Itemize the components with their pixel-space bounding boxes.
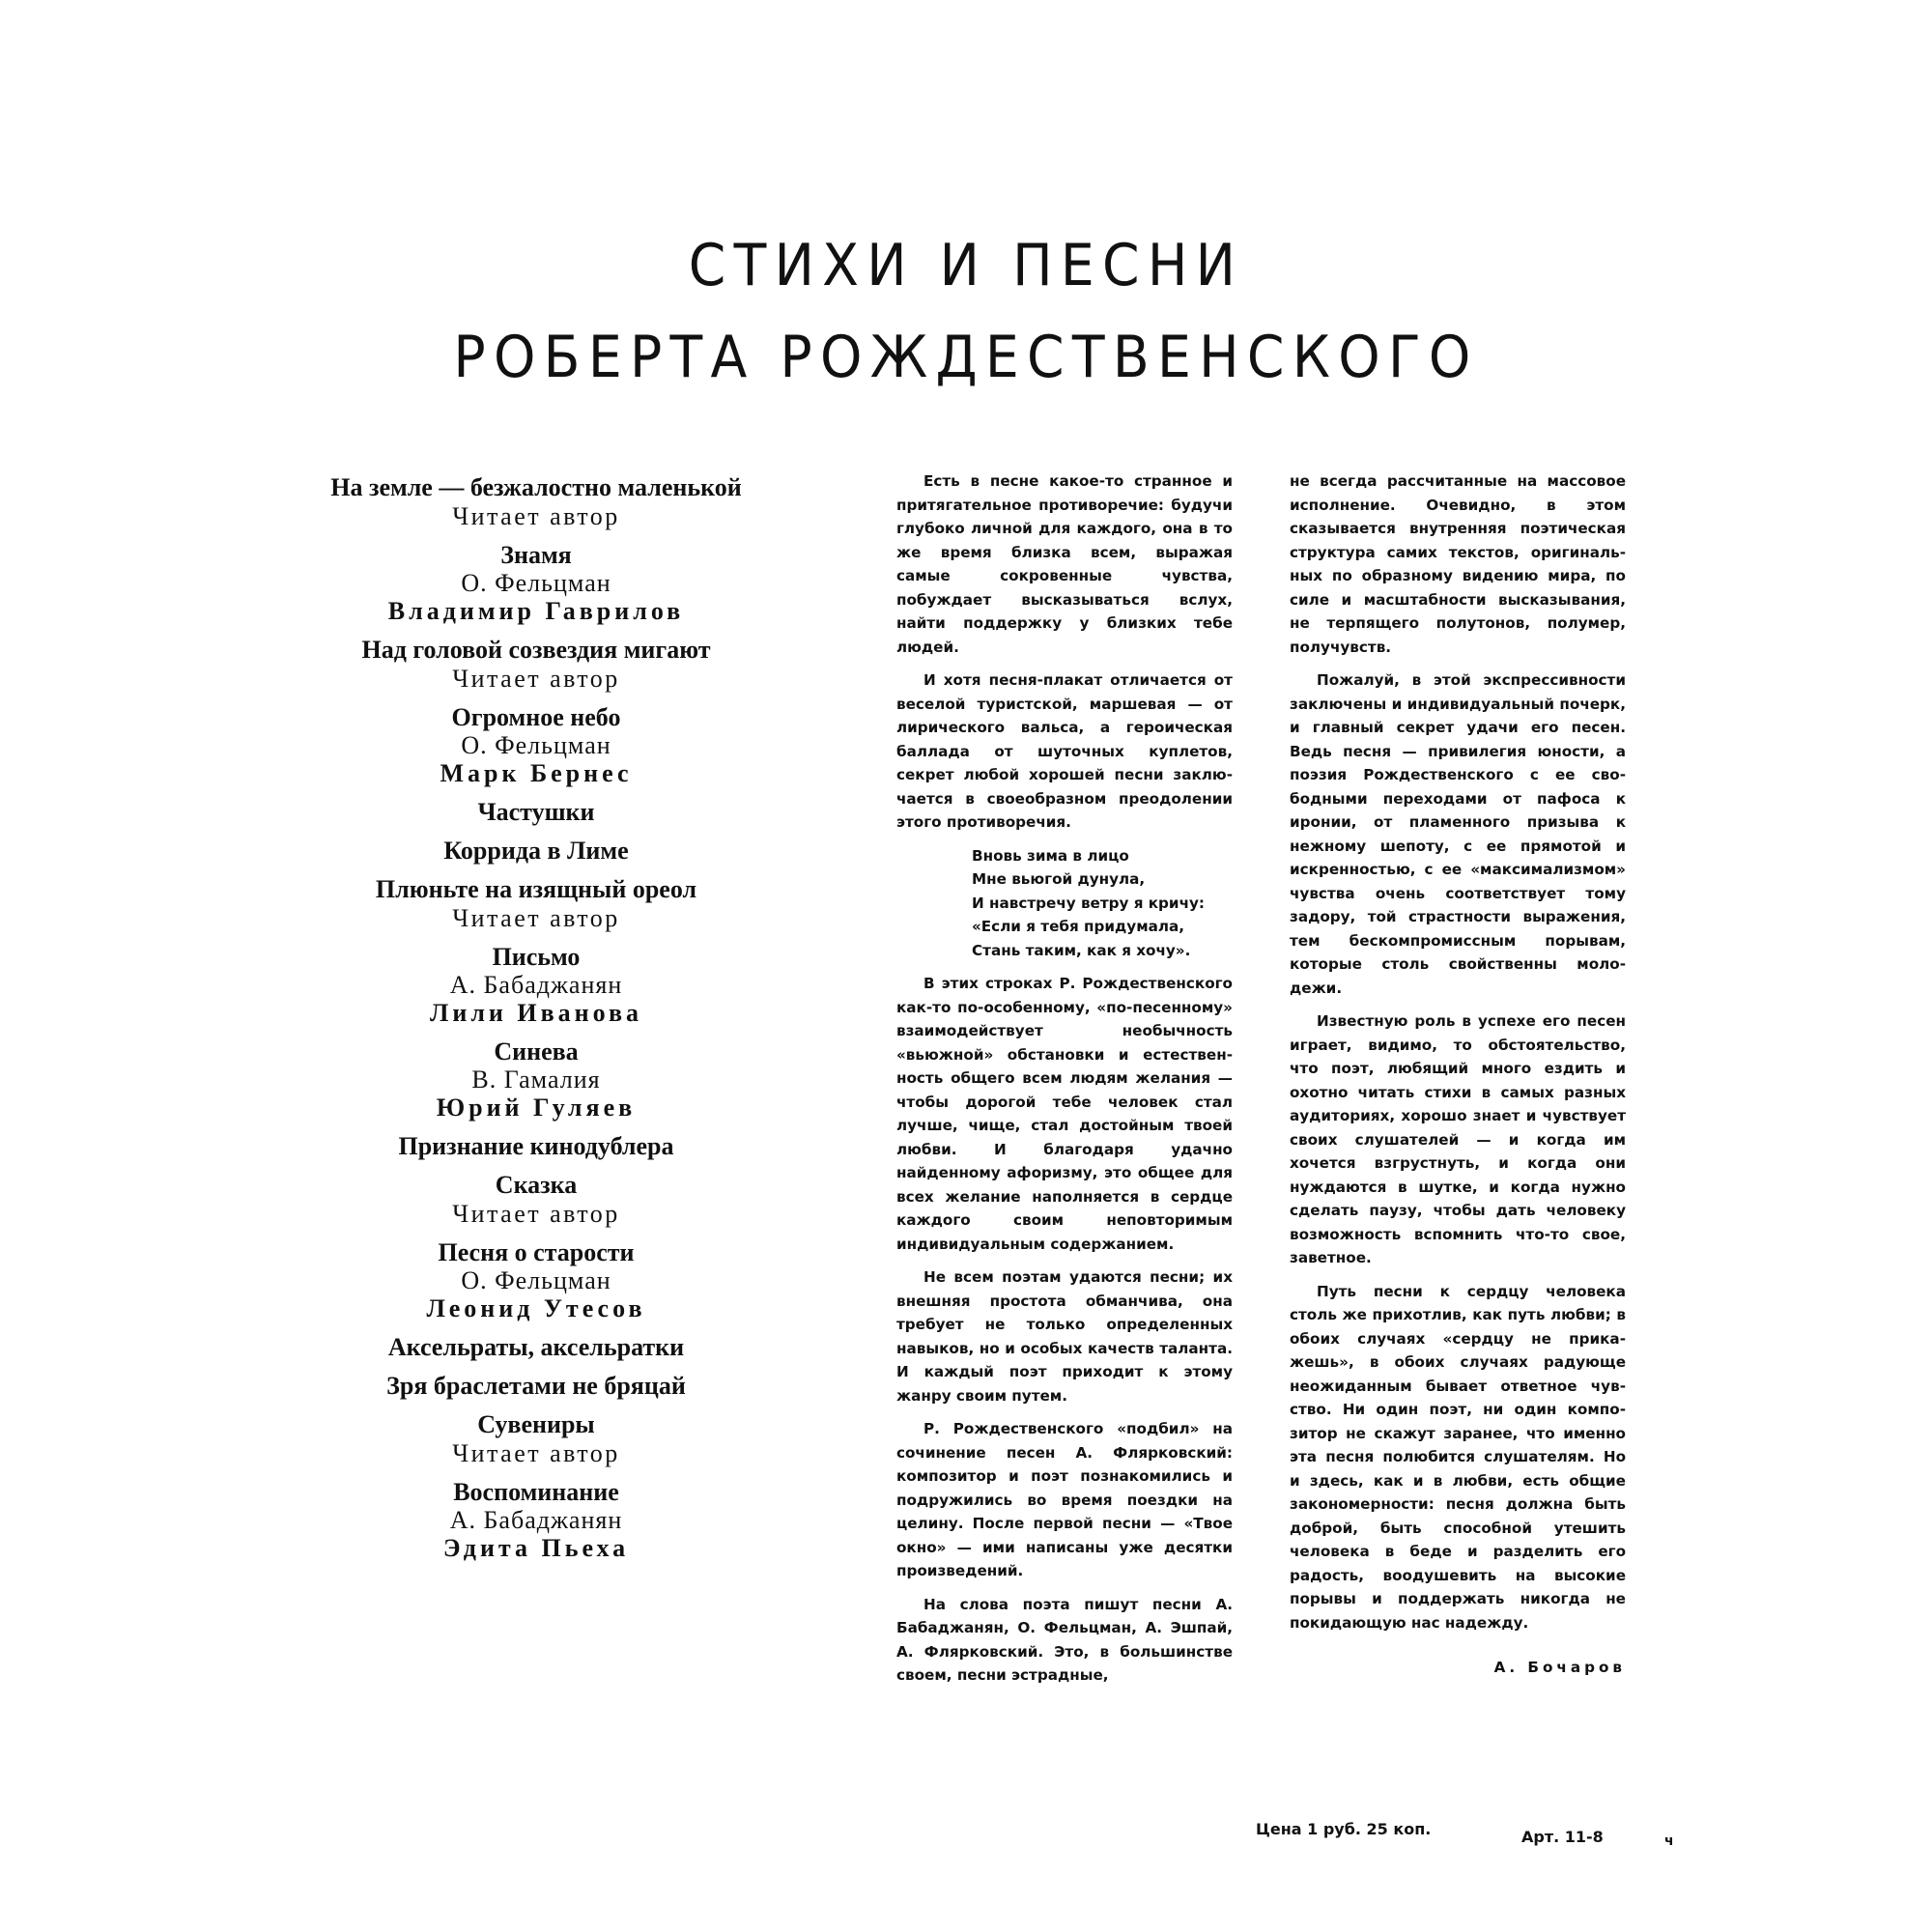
track-reader: Читает автор <box>452 1200 620 1228</box>
track-item <box>290 1478 782 1563</box>
article-paragraph-continued: не всегда рассчитанные на массовое исполнение. Очевидно, в этом сказывается внутренняя поэтическая структура самих текстов, оригинальных по образному видению мира, по силе и масштабности высказывания, не терпящего полутонов, полумер, получувств. <box>1290 472 1626 656</box>
verse-line: Мне вьюгой дунула, <box>972 870 1146 888</box>
track-performer: Марк Бернес <box>440 759 633 787</box>
track-item <box>290 798 782 827</box>
track-performer: Юрий Гуляев <box>436 1094 637 1122</box>
track-item <box>290 703 782 788</box>
track-item <box>290 1037 782 1122</box>
page-title-line-1: СТИХИ И ПЕСНИ <box>688 232 1244 299</box>
track-title: На земле — безжалостно маленькой <box>330 473 742 501</box>
track-title: Знамя <box>500 541 572 569</box>
track-reader: Читает автор <box>452 665 620 693</box>
track-composer: О. Фельцман <box>461 1266 611 1294</box>
tracklist <box>290 473 782 1573</box>
track-title: Сувениры <box>477 1410 595 1438</box>
track-item <box>290 837 782 866</box>
track-performer: Владимир Гаврилов <box>387 597 685 625</box>
verse-quote <box>972 844 1233 963</box>
track-item <box>290 875 782 933</box>
track-performer: Лили Иванова <box>429 999 643 1027</box>
track-reader: Читает автор <box>452 904 620 932</box>
track-item <box>290 1372 782 1401</box>
track-composer: О. Фельцман <box>461 731 611 759</box>
verse-line: И навстречу ветру я кричу: <box>972 894 1205 912</box>
article-paragraph: Известную роль в успехе его песен играет, видимо, то обстоятельство, что поэт, любящий много ездить и охотно читать стихи в самых разных аудиториях, хорошо знает и чувствует своих слушателей — и когда им хочется взгрустнуть, и когда они нуждаются в шутке, и когда нужно сделать паузу, чтобы дать человеку возможность вспомнить что-то свое, заветное. <box>1290 1012 1626 1266</box>
track-item <box>290 1171 782 1229</box>
track-title: Коррида в Лиме <box>443 837 629 865</box>
track-title: Плюньте на изящный ореол <box>375 875 697 903</box>
track-title: Зря браслетами не бряцай <box>386 1372 686 1400</box>
track-title: Частушки <box>477 798 595 826</box>
article-number: Арт. 11-8 <box>1521 1828 1604 1846</box>
track-title: Песня о старости <box>438 1238 635 1266</box>
track-item <box>290 636 782 694</box>
track-item <box>290 1132 782 1161</box>
verse-line: Стань таким, как я хочу». <box>972 941 1191 959</box>
verse-line: «Если я тебя придумала, <box>972 918 1185 935</box>
track-item <box>290 1333 782 1362</box>
track-title: Синева <box>494 1037 579 1065</box>
track-title: Письмо <box>492 943 581 971</box>
price-label: Цена 1 руб. 25 коп. <box>1256 1820 1432 1838</box>
author-signature: А. Бочаров <box>1493 1659 1626 1676</box>
article-paragraph: Не всем поэтам удаются песни; их внешняя простота обманчива, она требует не только определенных навыков, но и особых качеств таланта. И каждый поэт приходит к этому жанру своим путем. <box>896 1268 1233 1405</box>
track-title: Над головой созвездия мигают <box>361 636 711 664</box>
track-composer: В. Гамалия <box>471 1065 601 1094</box>
verse-line: Вновь зима в лицо <box>972 846 1129 865</box>
article-paragraph: Есть в песне какое-то странное и притягательное противоречие: будучи глубоко личной для каждого, она в то же время близка всем, выражая самые сокровенные чувства, побуждает высказываться вслух, найти поддержку у близких тебе людей. <box>896 472 1233 656</box>
track-composer: О. Фельцман <box>461 569 611 597</box>
track-reader: Читает автор <box>452 1439 620 1467</box>
article-paragraph: И хотя песня-плакат отличается от веселой туристской, маршевая — от лирического вальса, а героическая баллада от шуточных куплетов, секрет любой хорошей песни заключается в своеобразном преодолении этого противоречия. <box>896 671 1233 831</box>
track-title: Аксельраты, аксельратки <box>387 1333 685 1361</box>
article-paragraph: В этих строках Р. Рождественского как-то по-особенному, «по-песенному» взаимодействует необычность «вьюжной» обстановки и естественность общего всем людям желания — чтобы дорогой тебе человек стал лучше, чище, стал достойным твоей любви. И благодаря удачно найденному афоризму, это общее для всех желание наполняется в сердце каждого своим неповторимым индивидуальным содержанием. <box>896 975 1233 1253</box>
article-paragraph: На слова поэта пишут песни А. Бабаджанян, О. Фельцман, А. Эшпай, А. Флярковский. Это, в большинстве своем, песни эстрадные, <box>896 1595 1233 1684</box>
track-title: Сказка <box>495 1171 578 1199</box>
article-paragraph: Пожалуй, в этой экспрессивности заключены и индивидуальный почерк, и главный секрет удачи его песен. Ведь песня — привилегия юности, а поэзия Рождественского с ее свободными переходами от пафоса к иронии, от пламенного призыва к нежному шепоту, с ее прямотой и искренностью, с ее «максимализмом» чувства очень соответствует тому задору, той страстности выражения, тем бескомпромиссным порывам, которые столь свойственны молодежи. <box>1290 671 1626 997</box>
track-composer: А. Бабаджанян <box>449 1506 623 1534</box>
track-reader: Читает автор <box>452 502 620 530</box>
track-title: Огромное небо <box>451 703 621 731</box>
track-item <box>290 541 782 626</box>
track-performer: Леонид Утесов <box>426 1294 646 1322</box>
track-title: Воспоминание <box>453 1478 619 1506</box>
track-item <box>290 473 782 531</box>
article-column-1 <box>896 469 1233 1697</box>
track-item <box>290 1238 782 1323</box>
article-column-2 <box>1290 469 1626 1680</box>
track-item <box>290 943 782 1028</box>
track-item <box>290 1410 782 1468</box>
track-performer: Эдита Пьеха <box>442 1534 630 1562</box>
track-title: Признание кинодублера <box>398 1132 674 1160</box>
print-mark: ч <box>1664 1833 1674 1849</box>
page-title-line-2: РОБЕРТА РОЖДЕСТВЕНСКОГО <box>453 324 1479 391</box>
article-paragraph: Путь песни к сердцу человека столь же прихотлив, как путь любви; в обоих случаях «сердцу не прикажешь», в обоих случаях радующе неожиданным бывает ответное чувство. Ни один поэт, ни один композитор не скажут заранее, что именно эта песня полюбится слушателям. Но и здесь, как и в любви, есть общие закономерности: песня должна быть доброй, быть способной утешить человека в беде и разделить его радость, воодушевить на высокие порывы и поддержать никогда не покидающую нас надежду. <box>1290 1282 1626 1632</box>
track-composer: А. Бабаджанян <box>449 971 623 999</box>
article-paragraph: Р. Рождественского «подбил» на сочинение песен А. Флярковский: композитор и поэт познакомились и подружились во время поездки на целину. После первой песни — «Твое окно» — ими написаны уже десятки произведений. <box>896 1420 1233 1579</box>
